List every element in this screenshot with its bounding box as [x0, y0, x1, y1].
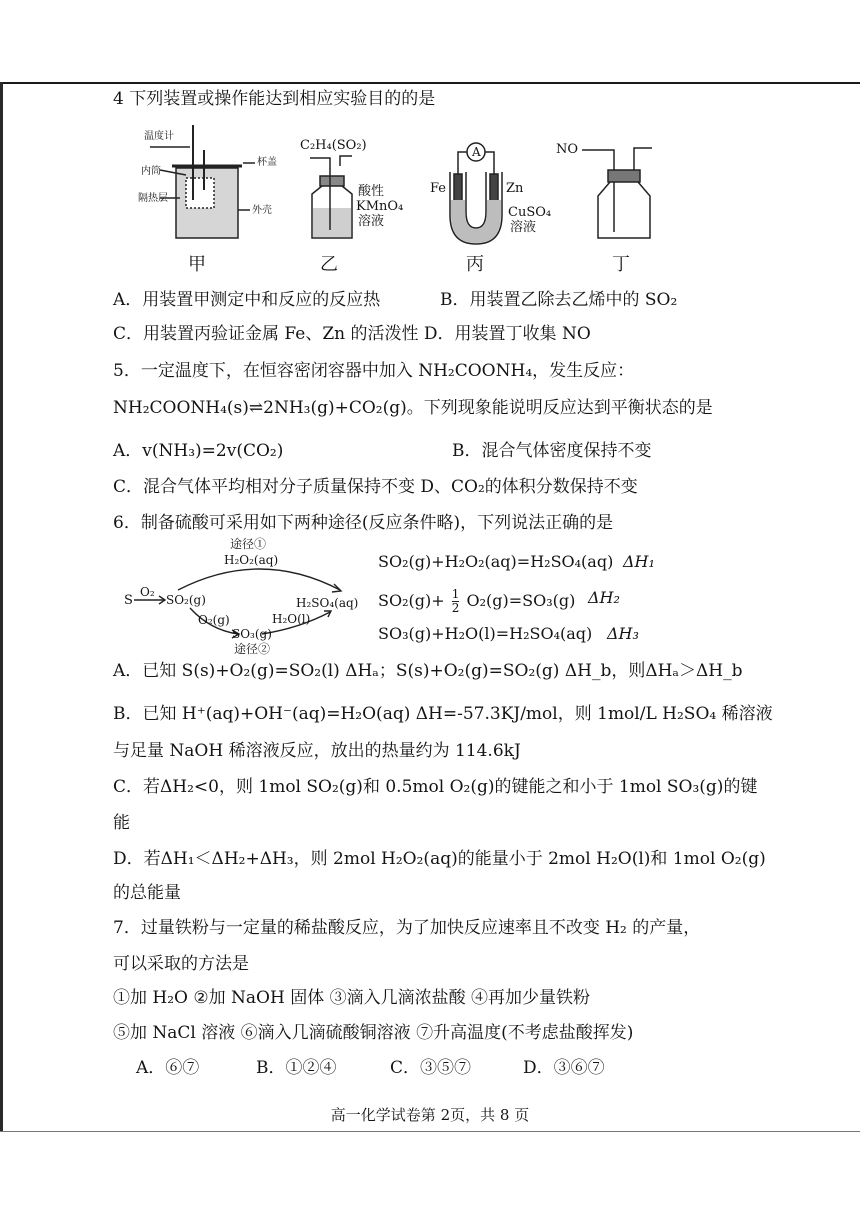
thermometer-label: 温度计 — [144, 131, 174, 142]
q4-option-b: B．用装置乙除去乙烯中的 SO₂ — [440, 290, 678, 310]
q7-methods-line2: ⑤加 NaCl 溶液 ⑥滴入几滴硫酸铜溶液 ⑦升高温度(不考虑盐酸挥发) — [113, 1023, 634, 1043]
equation-2-right: O₂(g)=SO₃(g) — [466, 591, 576, 610]
fraction-numerator: 1 — [451, 587, 460, 601]
q4-stem: 4 下列装置或操作能达到相应实验目的的是 — [113, 89, 436, 109]
fraction-denominator: 2 — [451, 601, 460, 615]
q7-option-b: B．①②④ — [256, 1058, 337, 1078]
caption-bing: 丙 — [466, 254, 484, 275]
delta-h2: ΔH₂ — [588, 588, 620, 607]
sulfur-label: S — [124, 593, 133, 608]
q6-option-d-line2: 的总能量 — [113, 883, 181, 903]
caption-jia: 甲 — [188, 254, 206, 275]
q5-option-cd: C．混合气体平均相对分子质量保持不变 D、CO₂的体积分数保持不变 — [113, 477, 638, 497]
delta-h3: ΔH₃ — [607, 624, 639, 643]
caption-ding: 丁 — [612, 254, 630, 275]
q6-option-c-line1: C．若ΔH₂<0，则 1mol SO₂(g)和 0.5mol O₂(g)的键能之和小于 1mol SO₃(g)的键 — [113, 777, 758, 797]
cuso4-label-2: 溶液 — [510, 220, 537, 235]
o2g-label: O₂(g) — [198, 613, 230, 627]
lid-label: 杯盖 — [257, 157, 277, 168]
zn-electrode-label: Zn — [506, 181, 524, 196]
q6-stem: 6．制备硫酸可采用如下两种途径(反应条件略)，下列说法正确的是 — [113, 513, 614, 533]
q7-stem-line2: 可以采取的方法是 — [113, 954, 249, 974]
page-footer: 高一化学试卷第 2页，共 8 页 — [330, 1106, 530, 1124]
kmno4-label-3: 溶液 — [358, 214, 385, 229]
ethylene-inlet-label: C₂H₄(SO₂) — [300, 138, 367, 153]
inner-cylinder-label: 内筒 — [141, 166, 161, 177]
q7-option-a: A．⑥⑦ — [136, 1058, 200, 1078]
so3-node-label: SO₃(g) — [232, 627, 272, 641]
q6-option-b-line1: B．已知 H⁺(aq)+OH⁻(aq)=H₂O(aq) ΔH=-57.3KJ/mol，则 1mol/L H₂SO₄ 稀溶液 — [113, 704, 773, 724]
o2-arrow-label: O₂ — [140, 585, 155, 599]
q7-stem-line1: 7．过量铁粉与一定量的稀盐酸反应，为了加快反应速率且不改变 H₂ 的产量， — [113, 918, 701, 938]
delta-h1: ΔH₁ — [623, 552, 655, 571]
q7-methods-line1: ①加 H₂O ②加 NaOH 固体 ③滴入几滴浓盐酸 ④再加少量铁粉 — [113, 988, 591, 1008]
equation-1: SO₂(g)+H₂O₂(aq)=H₂SO₄(aq) — [378, 552, 614, 571]
kmno4-label-2: KMnO₄ — [356, 199, 404, 214]
equation-2-left: SO₂(g)+ — [378, 591, 445, 610]
q5-stem-line1: 5．一定温度下，在恒容密闭容器中加入 NH₂COONH₄，发生反应： — [113, 361, 635, 381]
equation-2 — [378, 588, 575, 615]
h2o-label: H₂O(l) — [272, 612, 311, 626]
cuso4-label-1: CuSO₄ — [508, 205, 552, 220]
q6-option-c-line2: 能 — [113, 813, 130, 833]
q5-option-a: A．v(NH₃)=2v(CO₂) — [113, 441, 284, 461]
so2-node-label: SO₂(g) — [166, 593, 206, 607]
insulation-label: 隔热层 — [138, 193, 168, 204]
q6-option-a: A．已知 S(s)+O₂(g)=SO₂(l) ΔHₐ；S(s)+O₂(g)=SO₂(g) ΔH_b，则ΔHₐ＞ΔH_b — [113, 661, 743, 681]
no-inlet-label: NO — [556, 142, 579, 157]
route-2-label: 途径② — [234, 642, 271, 656]
q5-stem-line2: NH₂COONH₄(s)⇌2NH₃(g)+CO₂(g)。下列现象能说明反应达到平衡状态的是 — [113, 398, 713, 418]
ammeter-label: A — [472, 145, 481, 159]
h2so4-node-label: H₂SO₄(aq) — [296, 596, 359, 610]
q7-option-d: D．③⑥⑦ — [523, 1058, 605, 1078]
q7-option-c: C．③⑤⑦ — [390, 1058, 472, 1078]
equation-3: SO₃(g)+H₂O(l)=H₂SO₄(aq) — [378, 624, 593, 643]
q6-option-b-line2: 与足量 NaOH 稀溶液反应，放出的热量约为 114.6kJ — [113, 741, 521, 761]
caption-yi: 乙 — [320, 254, 338, 275]
shell-label: 外壳 — [252, 205, 272, 216]
q4-option-a: A．用装置甲测定中和反应的反应热 — [113, 290, 381, 310]
route-1-label: 途径① — [230, 537, 267, 551]
q6-option-d-line1: D．若ΔH₁＜ΔH₂+ΔH₃，则 2mol H₂O₂(aq)的能量小于 2mol H₂O(l)和 1mol O₂(g) — [113, 849, 766, 869]
one-half-fraction — [452, 588, 460, 615]
fe-electrode-label: Fe — [430, 181, 447, 196]
kmno4-label-1: 酸性 — [358, 184, 385, 199]
h2o2-label: H₂O₂(aq) — [224, 553, 279, 567]
q4-option-cd: C．用装置丙验证金属 Fe、Zn 的活泼性 D．用装置丁收集 NO — [113, 324, 591, 344]
q5-option-b: B．混合气体密度保持不变 — [452, 441, 652, 461]
